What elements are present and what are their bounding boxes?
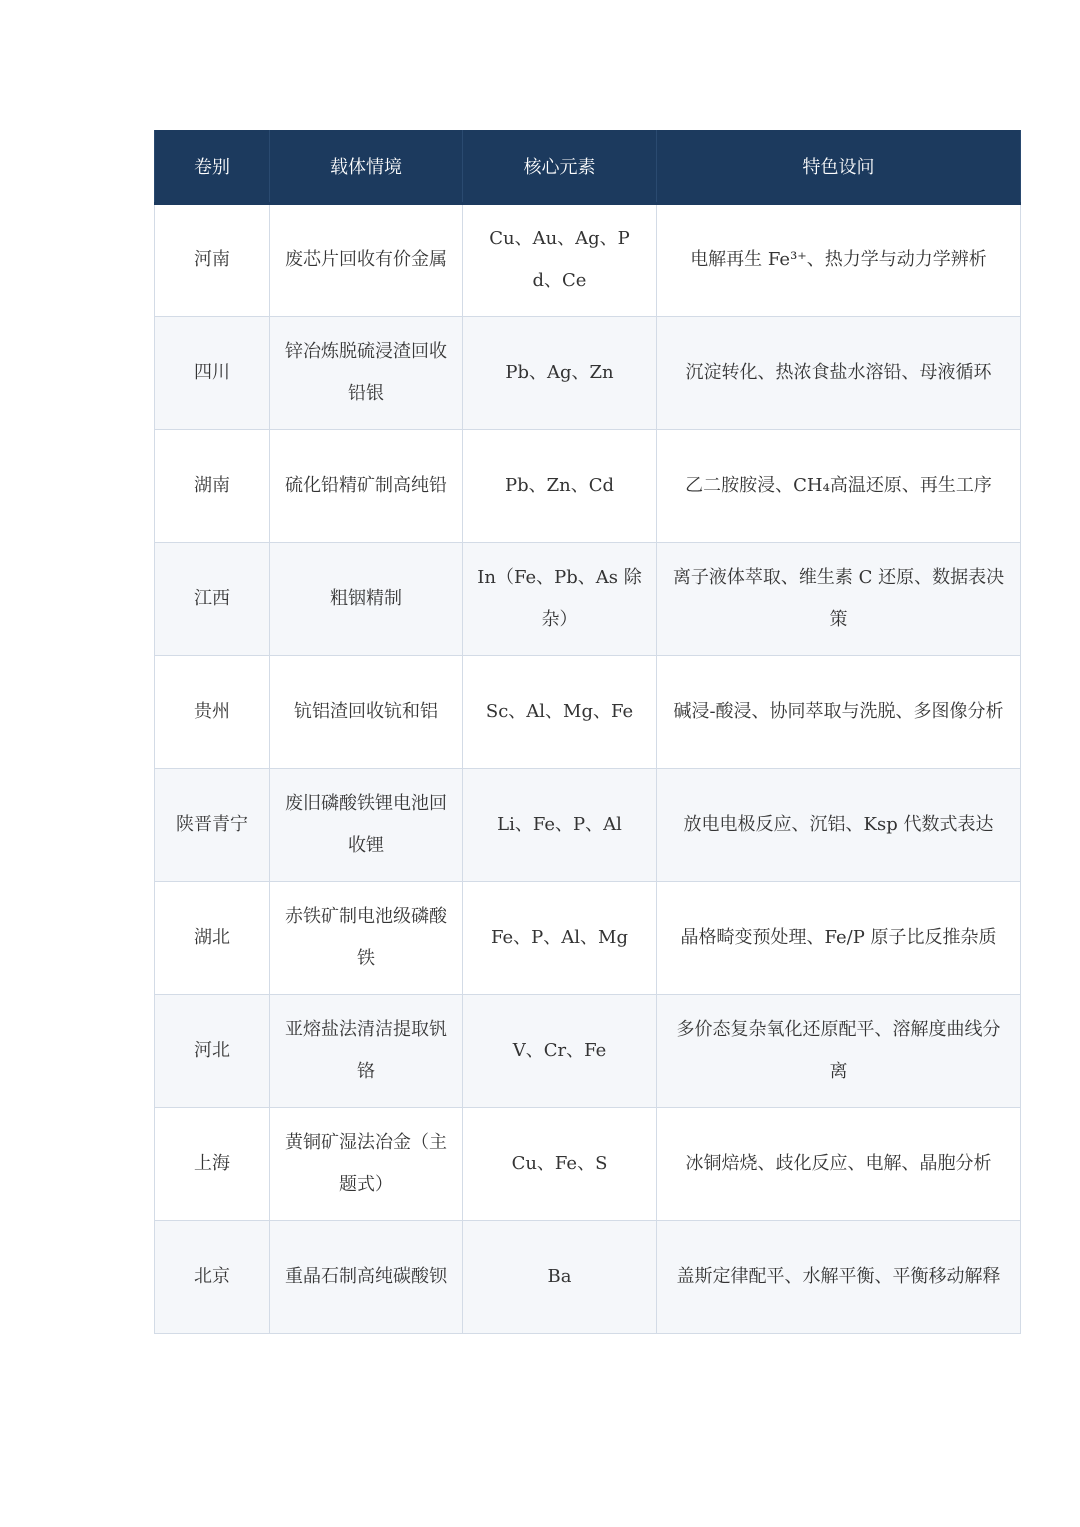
cell-region: 陕晋青宁 (155, 768, 270, 881)
cell-elements: Cu、Au、Ag、Pd、Ce (463, 203, 657, 316)
table-row (155, 203, 1021, 316)
header-region: 卷别 (155, 130, 270, 203)
cell-context: 亚熔盐法清洁提取钒铬 (270, 994, 463, 1107)
cell-region: 上海 (155, 1107, 270, 1220)
cell-context: 粗铟精制 (270, 542, 463, 655)
cell-features: 多价态复杂氧化还原配平、溶解度曲线分离 (657, 994, 1021, 1107)
cell-context: 重晶石制高纯碳酸钡 (270, 1220, 463, 1333)
cell-context: 黄铜矿湿法冶金（主题式） (270, 1107, 463, 1220)
table-row (155, 994, 1021, 1107)
header-context: 载体情境 (270, 130, 463, 203)
table-row (155, 1107, 1021, 1220)
header-row (155, 130, 1021, 203)
cell-features: 放电电极反应、沉铝、Ksp 代数式表达 (657, 768, 1021, 881)
cell-elements: In（Fe、Pb、As 除杂） (463, 542, 657, 655)
cell-elements: Ba (463, 1220, 657, 1333)
table-row (155, 881, 1021, 994)
cell-elements: Cu、Fe、S (463, 1107, 657, 1220)
cell-region: 贵州 (155, 655, 270, 768)
table-row (155, 316, 1021, 429)
cell-region: 北京 (155, 1220, 270, 1333)
cell-context: 钪铝渣回收钪和铝 (270, 655, 463, 768)
cell-region: 湖南 (155, 429, 270, 542)
cell-elements: Sc、Al、Mg、Fe (463, 655, 657, 768)
cell-elements: Li、Fe、P、Al (463, 768, 657, 881)
cell-context: 废芯片回收有价金属 (270, 203, 463, 316)
table-row (155, 429, 1021, 542)
cell-region: 河南 (155, 203, 270, 316)
header-elements: 核心元素 (463, 130, 657, 203)
cell-region: 四川 (155, 316, 270, 429)
cell-region: 江西 (155, 542, 270, 655)
cell-elements: Pb、Ag、Zn (463, 316, 657, 429)
cell-features: 电解再生 Fe³⁺、热力学与动力学辨析 (657, 203, 1021, 316)
cell-elements: Pb、Zn、Cd (463, 429, 657, 542)
cell-features: 离子液体萃取、维生素 C 还原、数据表决策 (657, 542, 1021, 655)
cell-context: 硫化铅精矿制高纯铅 (270, 429, 463, 542)
table-row (155, 542, 1021, 655)
table-header (155, 130, 1021, 203)
table-row (155, 768, 1021, 881)
table-row (155, 655, 1021, 768)
table-row (155, 1220, 1021, 1333)
cell-context: 废旧磷酸铁锂电池回收锂 (270, 768, 463, 881)
header-features: 特色设问 (657, 130, 1021, 203)
cell-features: 碱浸-酸浸、协同萃取与洗脱、多图像分析 (657, 655, 1021, 768)
cell-features: 晶格畸变预处理、Fe/P 原子比反推杂质 (657, 881, 1021, 994)
table-body (155, 203, 1021, 1333)
data-table-container (154, 130, 1020, 1334)
cell-features: 乙二胺胺浸、CH₄高温还原、再生工序 (657, 429, 1021, 542)
cell-context: 赤铁矿制电池级磷酸铁 (270, 881, 463, 994)
cell-region: 河北 (155, 994, 270, 1107)
cell-elements: Fe、P、Al、Mg (463, 881, 657, 994)
cell-region: 湖北 (155, 881, 270, 994)
exam-comparison-table (154, 130, 1021, 1334)
cell-elements: V、Cr、Fe (463, 994, 657, 1107)
cell-features: 沉淀转化、热浓食盐水溶铅、母液循环 (657, 316, 1021, 429)
cell-features: 盖斯定律配平、水解平衡、平衡移动解释 (657, 1220, 1021, 1333)
cell-features: 冰铜焙烧、歧化反应、电解、晶胞分析 (657, 1107, 1021, 1220)
cell-context: 锌冶炼脱硫浸渣回收铅银 (270, 316, 463, 429)
